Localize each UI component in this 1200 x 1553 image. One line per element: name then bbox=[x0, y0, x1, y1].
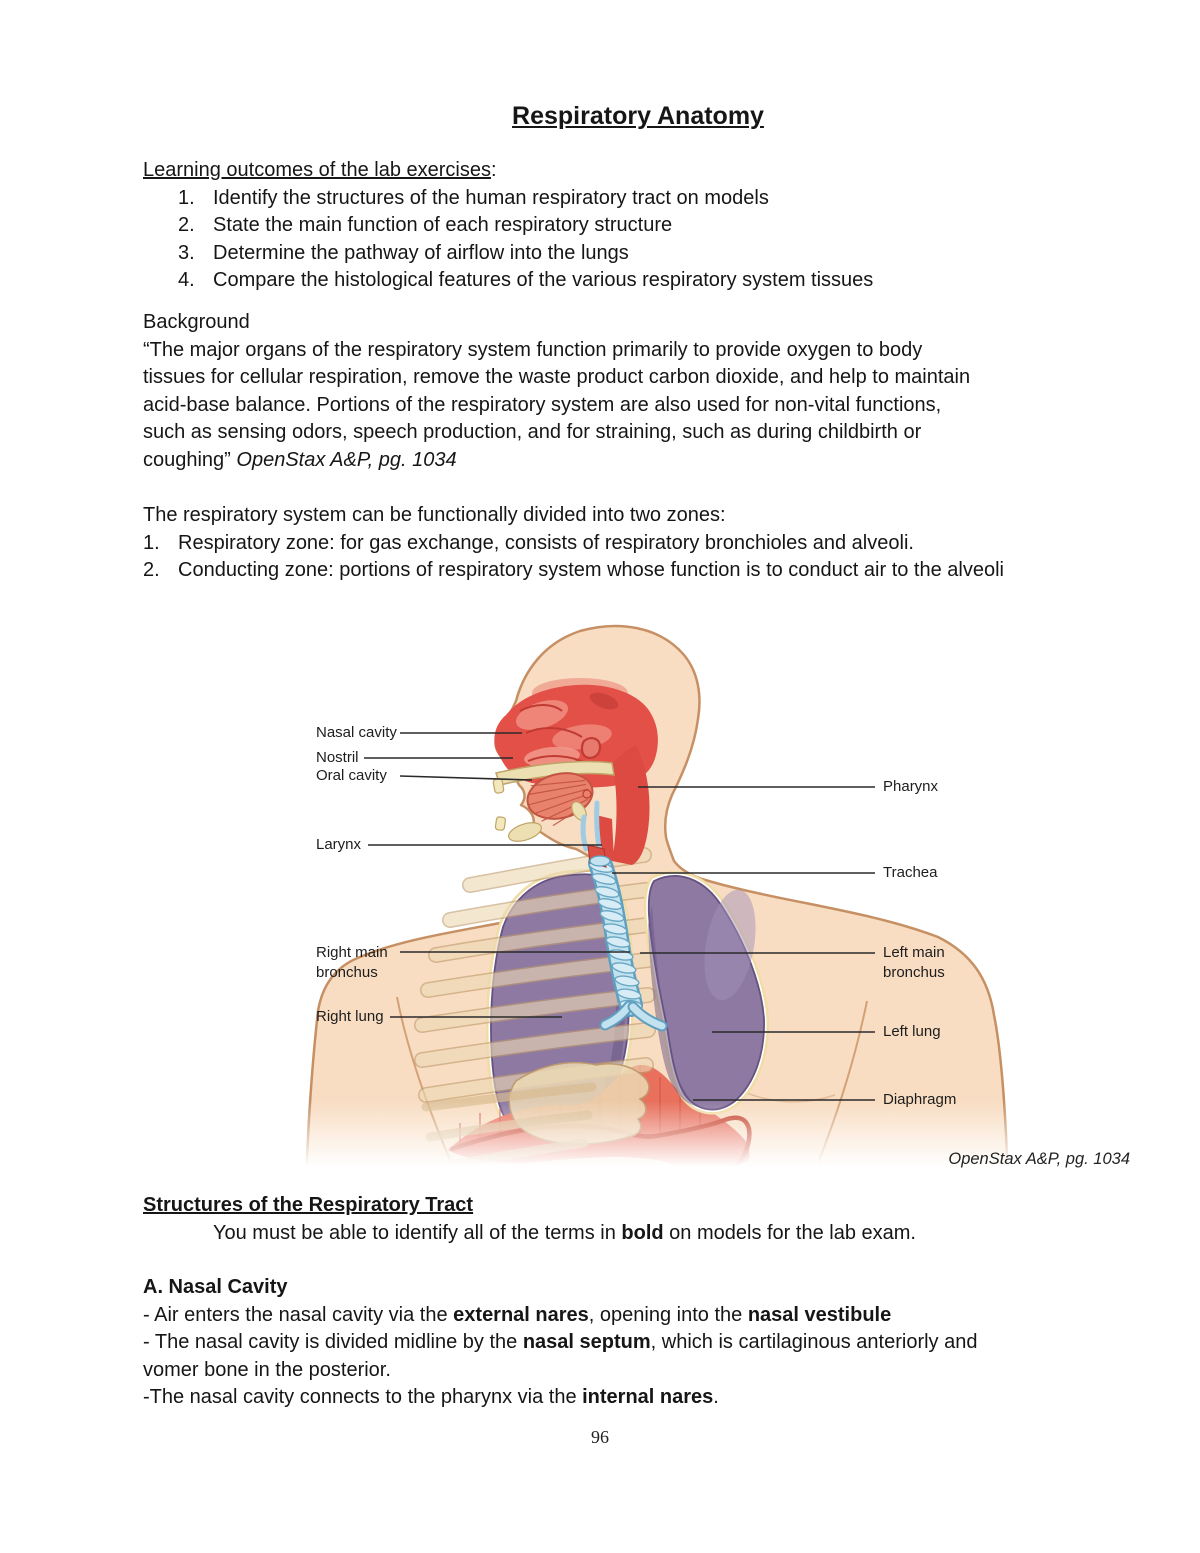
label-larynx: Larynx bbox=[316, 836, 362, 853]
list-item: 3. Determine the pathway of airflow into the lungs bbox=[178, 241, 629, 264]
nasal-cavity-section bbox=[143, 1274, 1143, 1412]
label-right-main-bronchus: Right main bronchus bbox=[316, 944, 388, 981]
label-diaphragm: Diaphragm bbox=[883, 1091, 957, 1108]
label-oral-cavity: Oral cavity bbox=[316, 767, 387, 784]
structures-heading-row bbox=[143, 1192, 1143, 1220]
label-pharynx: Pharynx bbox=[883, 778, 939, 795]
list-item: 1. Identify the structures of the human respiratory tract on models bbox=[178, 186, 769, 209]
paragraph-line: “The major organs of the respiratory system function primarily to provide oxygen to body bbox=[143, 338, 923, 361]
label-trachea: Trachea bbox=[883, 864, 938, 881]
background-heading: Background bbox=[143, 311, 250, 333]
respiratory-diagram bbox=[300, 615, 1160, 1185]
anatomy-illustration bbox=[300, 615, 1160, 1185]
label-nasal-cavity: Nasal cavity bbox=[316, 724, 397, 741]
page-number: 96 bbox=[591, 1427, 609, 1447]
label-left-main-bronchus: Left main bronchus bbox=[883, 944, 945, 981]
paragraph-line: tissues for cellular respiration, remove the waste product carbon dioxide, and help to maintain bbox=[143, 366, 971, 388]
paragraph-line: -The nasal cavity connects to the pharynx via the internal nares. bbox=[143, 1386, 719, 1408]
learning-outcomes-section bbox=[143, 157, 1143, 295]
zones-intro: The respiratory system can be functionally divided into two zones: bbox=[143, 504, 726, 526]
title-row bbox=[143, 100, 1133, 133]
ear-canal-curl bbox=[582, 738, 600, 758]
zones-section bbox=[143, 502, 1143, 585]
outcomes-list bbox=[178, 185, 1143, 295]
structures-heading: Structures of the Respiratory Tract bbox=[143, 1194, 474, 1216]
list-item: 1. Respiratory zone: for gas exchange, consists of respiratory bronchioles and alveoli. bbox=[143, 531, 914, 554]
nasal-heading: A. Nasal Cavity bbox=[143, 1276, 288, 1298]
page-title: Respiratory Anatomy bbox=[512, 102, 764, 130]
background-section bbox=[143, 309, 1143, 474]
list-item: 2. Conducting zone: portions of respiratory system whose function is to conduct air to the alveoli bbox=[143, 559, 1004, 581]
figure-attribution: OpenStax A&P, pg. 1034 bbox=[948, 1150, 1130, 1168]
structures-intro: You must be able to identify all of the terms in bold on models for the lab exam. bbox=[213, 1221, 916, 1244]
label-right-lung: Right lung bbox=[316, 1008, 384, 1025]
structures-section bbox=[143, 1192, 1143, 1247]
paragraph-line: coughing” OpenStax A&P, pg. 1034 bbox=[143, 448, 457, 471]
paragraph-line: - The nasal cavity is divided midline by the nasal septum, which is cartilaginous anteriorly and bbox=[143, 1331, 978, 1353]
paragraph-line: vomer bone in the posterior. bbox=[143, 1358, 391, 1381]
paragraph-line: such as sensing odors, speech production, and for straining, such as during childbirth or bbox=[143, 421, 922, 443]
paragraph-line: - Air enters the nasal cavity via the external nares, opening into the nasal vestibule bbox=[143, 1303, 892, 1326]
paragraph-line: acid-base balance. Portions of the respiratory system are also used for non-vital functions, bbox=[143, 393, 942, 416]
list-item: 2. State the main function of each respiratory structure bbox=[178, 214, 673, 236]
list-item: 4. Compare the histological features of the various respiratory system tissues bbox=[178, 269, 874, 291]
label-left-lung: Left lung bbox=[883, 1023, 941, 1040]
outcomes-heading: Learning outcomes of the lab exercises: bbox=[143, 159, 497, 181]
label-nostril: Nostril bbox=[316, 749, 359, 766]
